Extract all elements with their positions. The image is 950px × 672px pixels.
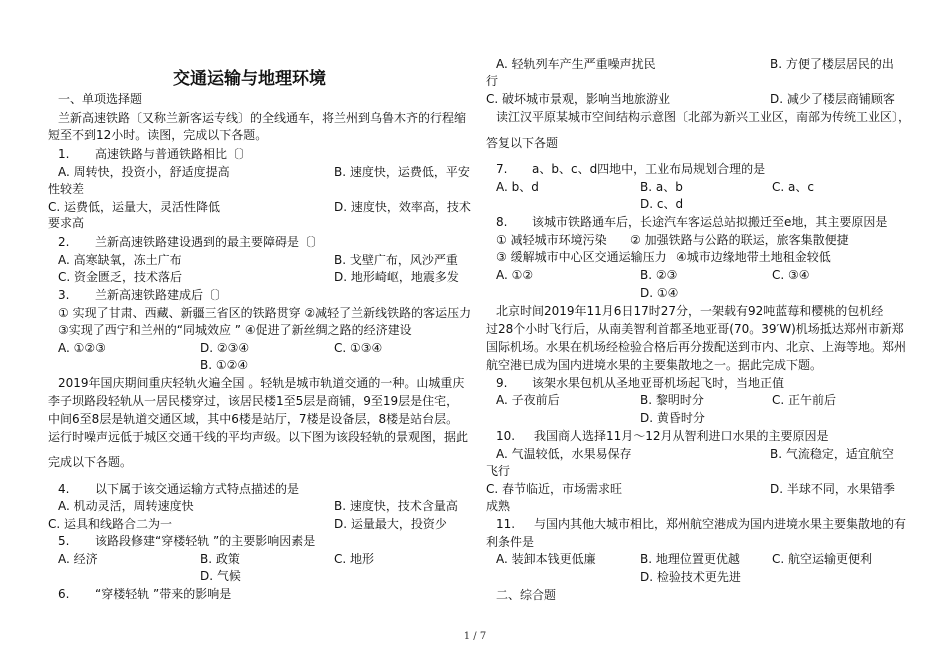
question-stem: “穿楼轻轨 ”带来的影响是: [95, 587, 232, 601]
page-number: 1 / 7: [463, 631, 487, 642]
option: B. 黎明时分: [640, 393, 704, 407]
question-stem: 我国商人选择11月～12月从智利进口水果的主要原因是: [534, 429, 829, 443]
question-stem: 该城市铁路通车后，长途汽车客运总站拟搬迁至e地，其主要原因是: [532, 215, 888, 229]
question-number: 10.: [496, 429, 516, 443]
option: A. 高寒缺氧，冻土广布: [58, 253, 182, 267]
paragraph-line: 读江汉平原某城市空间结构示意图〔北部为新兴工业区，南部为传统工业区〕，: [496, 110, 911, 124]
page-title: 交通运输与地理环境: [173, 69, 326, 89]
option-continued: 飞行: [486, 464, 511, 478]
option: B. 地理位置更优越: [640, 552, 740, 566]
paragraph-line: 短至不到12小时。读图，完成以下各题。: [48, 128, 268, 142]
option-continued: 要求高: [48, 216, 85, 230]
option: B. 政策: [200, 552, 240, 566]
option: A. b、d: [496, 180, 539, 194]
option: B. 速度快，运费低，平安: [334, 165, 470, 179]
option: C. ③④: [772, 268, 810, 282]
question-number: 8.: [496, 215, 508, 229]
statement-line: ① 减轻城市环境污染: [496, 233, 607, 247]
statement-line: ③ 缓解城市中心区交通运输压力: [496, 250, 667, 264]
option: D. 半球不同，水果错季: [770, 482, 895, 496]
option: A. 轻轨列车产生严重噪声扰民: [496, 57, 656, 71]
option: B. 方便了楼层居民的出: [770, 57, 894, 71]
question-number: 9.: [496, 376, 508, 390]
question-number: 1.: [58, 147, 70, 161]
paragraph-line: 答复以下各题: [486, 136, 559, 150]
option-continued: 成熟: [486, 499, 511, 513]
paragraph-line: 李子坝路段轻轨从一居民楼穿过，该居民楼1至5层是商铺，9至19层是住宅，: [48, 394, 459, 408]
question-stem: 兰新高速铁路建成后〔〕: [95, 288, 228, 302]
question-stem-continued: 利条件是: [486, 535, 535, 549]
question-stem: 高速铁路与普通铁路相比〔〕: [95, 147, 252, 161]
option: A. ①②③: [58, 341, 106, 355]
option: D. 减少了楼层商铺顾客: [770, 92, 895, 106]
option: A. 机动灵活，周转速度快: [58, 499, 194, 513]
paragraph-line: 2019年国庆期间重庆轻轨火遍全国 。轻轨是城市轨道交通的一种。山城重庆: [58, 376, 465, 390]
question-number: 6.: [58, 587, 70, 601]
option: A. 子夜前后: [496, 393, 560, 407]
option: B. ②③: [640, 268, 678, 282]
paragraph-line: 兰新高速铁路〔又称兰新客运专线〕的全线通车，将兰州到乌鲁木齐的行程缩: [58, 111, 467, 125]
question-number: 7.: [496, 162, 508, 176]
option: D. 黄昏时分: [640, 411, 705, 425]
paragraph-line: 完成以下各题。: [48, 455, 133, 469]
statement-line: ② 加强铁路与公路的联运，旅客集散便捷: [630, 233, 849, 247]
statement-line: ④城市边缘地带土地租金较低: [676, 250, 831, 264]
option-continued: 性较差: [48, 182, 85, 196]
option-continued: 行: [486, 74, 499, 88]
section-heading: 二、综合题: [496, 588, 557, 602]
option: A. 气温较低，水果易保存: [496, 447, 632, 461]
option: D. 检验技术更先进: [640, 570, 741, 584]
paragraph-line: 国际机场。水果在机场经检验合格后再分拨配送到市内、北京、上海等地。郑州: [486, 340, 907, 354]
option: C. 运具和线路合二为一: [48, 517, 173, 531]
option: B. ①②④: [200, 358, 249, 372]
option: B. 气流稳定，适宜航空: [770, 447, 894, 461]
question-stem: a、b、c、d四地中，工业布局规划合理的是: [532, 162, 766, 176]
option: D. 气候: [200, 569, 241, 583]
option: C. 航空运输更便利: [772, 552, 873, 566]
question-number: 3.: [58, 288, 70, 302]
statement-line: ③实现了西宁和兰州的“同城效应 ” ④促进了新丝绸之路的经济建设: [58, 323, 412, 337]
question-number: 11.: [496, 517, 516, 531]
paragraph-line: 北京时间2019年11月6日17时27分，一架载有92吨蓝莓和樱桃的包机经: [496, 304, 884, 318]
option: C. 破坏城市景观，影响当地旅游业: [486, 92, 671, 106]
statement-line: ① 实现了甘肃、西藏、新疆三省区的铁路贯穿 ②减轻了兰新线铁路的客运压力: [58, 306, 472, 320]
question-number: 5.: [58, 534, 70, 548]
option: B. 戈壁广布，风沙严重: [334, 253, 458, 267]
option: D. ②③④: [200, 341, 250, 355]
question-number: 4.: [58, 482, 70, 496]
option: A. 经济: [58, 552, 98, 566]
option: C. ①③④: [334, 341, 383, 355]
section-heading: 一、单项选择题: [58, 92, 143, 106]
question-stem: 该路段修建“穿楼轻轨 ”的主要影响因素是: [95, 534, 316, 548]
option: D. 速度快，效率高，技术: [334, 200, 471, 214]
option: C. 春节临近，市场需求旺: [486, 482, 623, 496]
option: C. 地形: [334, 552, 375, 566]
question-stem: 该架水果包机从圣地亚哥机场起飞时，当地正值: [532, 376, 785, 390]
option: D. ①④: [640, 286, 679, 300]
option: C. 正午前后: [772, 393, 837, 407]
option: A. 装卸本钱更低廉: [496, 552, 596, 566]
option: A. ①②: [496, 268, 534, 282]
paragraph-line: 航空港已成为国内进境水果的主要集散地之一。据此完成下题。: [486, 358, 823, 372]
question-number: 2.: [58, 235, 70, 249]
option: C. a、c: [772, 180, 814, 194]
option: D. 运量最大，投资少: [334, 517, 447, 531]
option: C. 运费低，运量大，灵活性降低: [48, 200, 221, 214]
paragraph-line: 过28个小时飞行后，从南美智利首都圣地亚哥(70。39′W)机场抵达郑州市新郑: [486, 322, 904, 336]
paragraph-line: 中间6至8层是轨道交通区域，其中6楼是站厅，7楼是设备层，8楼是站台层。: [48, 412, 459, 426]
question-stem: 与国内其他大城市相比，郑州航空港成为国内进境水果主要集散地的有: [534, 517, 907, 531]
question-stem: 兰新高速铁路建设遇到的最主要障碍是〔〕: [95, 235, 324, 249]
option: B. 速度快，技术含量高: [334, 499, 458, 513]
option: D. 地形崎岖，地震多发: [334, 270, 459, 284]
question-stem: 以下属于该交通运输方式特点描述的是: [95, 482, 300, 496]
paragraph-line: 运行时噪声远低于城区交通干线的平均声级。以下图为该段轻轨的景观图，据此: [48, 430, 469, 444]
option: D. c、d: [640, 197, 684, 211]
option: B. a、b: [640, 180, 683, 194]
option: A. 周转快，投资小，舒适度提高: [58, 165, 230, 179]
option: C. 资金匮乏，技术落后: [58, 270, 183, 284]
